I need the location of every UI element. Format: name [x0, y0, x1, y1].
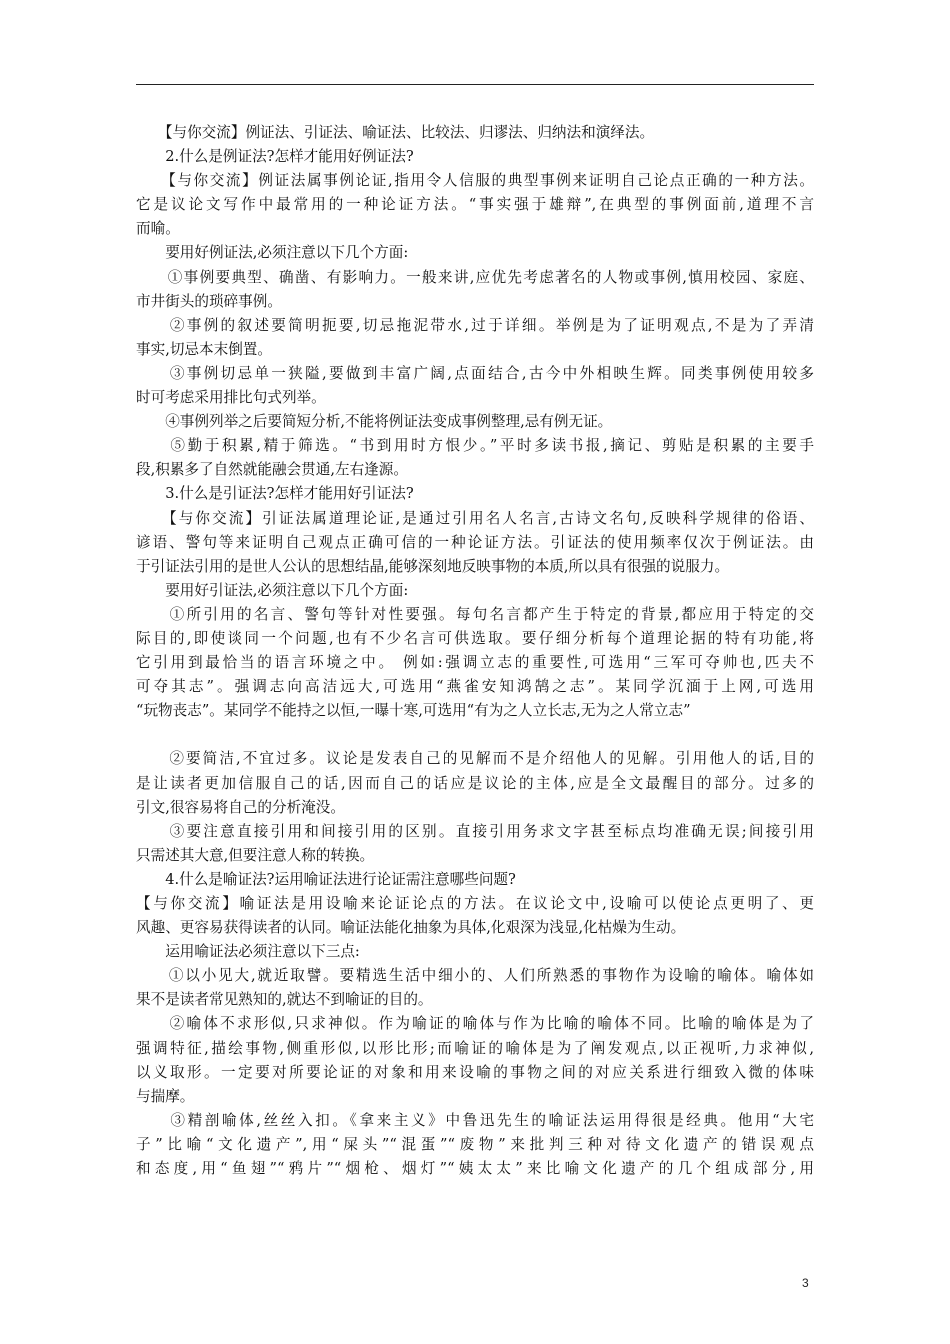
text-line: ②喻体不求形似,只求神似。作为喻证的喻体与作为比喻的喻体不同。比喻的喻体是为了 — [136, 1015, 814, 1033]
text-line: 【与你交流】例证法属事例论证,指用令人信服的典型事例来证明自己论点正确的一种方法。 — [136, 172, 814, 190]
text-line: ③要注意直接引用和间接引用的区别。直接引用务求文字甚至标点均准确无误;间接引用 — [136, 822, 814, 840]
text-line: 而喻。 — [136, 220, 180, 238]
text-line: 果不是读者常见熟知的,就达不到喻证的目的。 — [136, 991, 433, 1009]
text-line: 事实,切忌本末倒置。 — [136, 340, 272, 358]
text-line: 和态度,用“鱼翅”“鸦片”“烟枪、烟灯”“姨太太”来比喻文化遗产的几个组成部分,用 — [136, 1160, 814, 1178]
text-line: ⑤勤于积累,精于筛选。“书到用时方恨少。”平时多读书报,摘记、剪贴是积累的主要手 — [136, 437, 814, 455]
text-line: ④事例列举之后要简短分析,不能将例证法变成事例整理,忌有例无证。 — [136, 413, 613, 431]
text-line: 时可考虑采用排比句式列举。 — [136, 389, 326, 407]
document-body — [136, 121, 814, 1181]
text-line: ③事例切忌单一狭隘,要做到丰富广阔,点面结合,古今中外相映生辉。同类事例使用较多 — [136, 364, 814, 382]
text-line: 风趣、更容易获得读者的认同。喻证法能化抽象为具体,化艰深为浅显,化枯燥为生动。 — [136, 919, 686, 937]
text-line: ①以小见大,就近取譬。要精选生活中细小的、人们所熟悉的事物作为设喻的喻体。喻体如 — [136, 967, 814, 985]
text-line: 【与你交流】引证法属道理论证,是通过引用名人名言,古诗文名句,反映科学规律的俗语、 — [136, 509, 814, 527]
page-number: 3 — [802, 1276, 809, 1290]
text-line: 市井街头的琐碎事例。 — [136, 292, 282, 310]
text-line: 以义取形。一定要对所要论证的对象和用来设喻的事物之间的对应关系进行细致入微的体味 — [136, 1063, 814, 1081]
text-line: 是让读者更加信服自己的话,因而自己的话应是议论的主体,应是全文最醒目的部分。过多的 — [136, 774, 814, 792]
text-line: 际目的,即使谈同一个问题,也有不少名言可供选取。要仔细分析每个道理论据的特有功能,将 — [136, 629, 814, 647]
text-line: 要用好引证法,必须注意以下几个方面: — [136, 581, 409, 599]
text-line: 段,积累多了自然就能融会贯通,左右逢源。 — [136, 461, 408, 479]
text-line: 【与你交流】喻证法是用设喻来论证论点的方法。在议论文中,设喻可以使论点更明了、更 — [136, 895, 814, 912]
text-line: 可夺其志”。强调志向高洁远大,可选用“燕雀安知鸿鹄之志”。某同学沉湎于上网,可选用 — [136, 678, 814, 696]
text-line: 强调特征,描绘事物,侧重形似,以形比形;而喻证的喻体是为了阐发观点,以正视听,力求神似, — [136, 1039, 814, 1057]
text-line: 与揣摩。 — [136, 1087, 195, 1105]
text-line: 2.什么是例证法?怎样才能用好例证法? — [136, 148, 414, 166]
text-line: ①所引用的名言、警句等针对性要强。每句名言都产生于特定的背景,都应用于特定的交 — [136, 605, 814, 623]
text-line: 【与你交流】例证法、引证法、喻证法、比较法、归谬法、归纳法和演绎法。 — [136, 124, 655, 141]
text-line: 它是议论文写作中最常用的一种论证方法。“事实强于雄辩”,在典型的事例面前,道理不言 — [136, 196, 814, 214]
text-line: 要用好例证法,必须注意以下几个方面: — [136, 244, 409, 262]
text-line: 它引用到最恰当的语言环境之中。 例如:强调立志的重要性,可选用“三军可夺帅也,匹夫不 — [136, 654, 814, 672]
text-line: 4.什么是喻证法?运用喻证法进行论证需注意哪些问题? — [136, 870, 516, 888]
text-line: ②要简洁,不宜过多。议论是发表自己的见解而不是介绍他人的见解。引用他人的话,目的 — [136, 750, 814, 768]
text-line: 运用喻证法必须注意以下三点: — [136, 943, 360, 961]
header-rule — [136, 84, 814, 85]
text-line: ①事例要典型、确凿、有影响力。一般来讲,应优先考虑著名的人物或事例,慎用校园、家庭、 — [136, 268, 814, 286]
text-line: 子”比喻“文化遗产”,用“屎头”“混蛋”“废物”来批判三种对待文化遗产的错误观点 — [136, 1135, 814, 1153]
text-line: ③精剖喻体,丝丝入扣。《拿来主义》中鲁迅先生的喻证法运用得很是经典。他用“大宅 — [136, 1111, 814, 1129]
text-line: 引文,很容易将自己的分析淹没。 — [136, 798, 345, 816]
text-line: 谚语、警句等来证明自己观点正确可信的一种论证方法。引证法的使用频率仅次于例证法。由 — [136, 533, 814, 551]
text-line: 于引证法引用的是世人公认的思想结晶,能够深刻地反映事物的本质,所以具有很强的说服力。 — [136, 557, 730, 575]
text-line: 3.什么是引证法?怎样才能用好引证法? — [136, 485, 414, 503]
text-line: “玩物丧志”。某同学不能持之以恒,一曝十寒,可选用“有为之人立长志,无为之人常立志” — [136, 702, 691, 720]
blank-line — [136, 723, 814, 747]
text-line: ②事例的叙述要简明扼要,切忌拖泥带水,过于详细。举例是为了证明观点,不是为了弄清 — [136, 316, 814, 334]
text-line: 只需述其大意,但要注意人称的转换。 — [136, 846, 375, 864]
